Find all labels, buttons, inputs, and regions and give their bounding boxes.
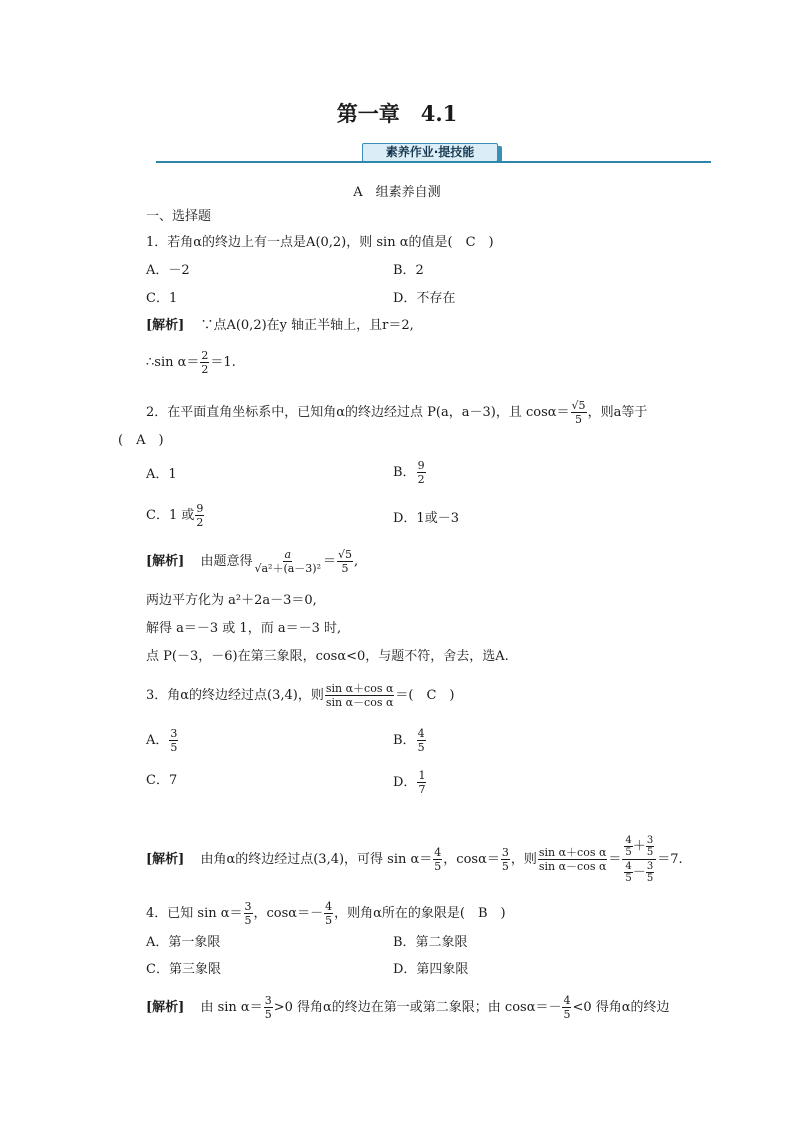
section-heading: A 组素养自测 — [353, 185, 441, 200]
q1-solution-text: ∵点A(0,2)在y 轴正半轴上，且r＝2, — [200, 318, 414, 333]
q4-option-c: C．第三象限 — [146, 962, 221, 977]
q3-option-c: C．7 — [146, 773, 178, 788]
q1-solution-line1 — [146, 317, 414, 335]
q4-option-a: A．第一象限 — [146, 935, 221, 950]
q1-option-b: B．2 — [393, 263, 424, 278]
q2-solution-line2: 两边平方化为 a²＋2a－3＝0, — [146, 593, 317, 608]
q2-solution-line3: 解得 a＝－3 或 1，而 a＝－3 时, — [146, 621, 342, 636]
q4-option-d: D．第四象限 — [393, 962, 469, 977]
q2-option-a: A．1 — [146, 467, 177, 482]
q3-compound-fraction: $\frac{4}{5}$ ＋ $\frac{3}{5}$ $\frac{4}{5}$ － $\frac{3}{5}$ — [622, 835, 656, 884]
q3-solution-fraction: $\frac{\text{sin α＋cos α}}{\text{sin α－cos α}}$ — [538, 846, 607, 873]
q4-solution: [解析] 由 sin α＝ $\frac{3}{5}$ >0 得角α的终边在第一或第二象限；由 cosα＝－ $\frac{4}{5}$ <0 得角α的终边 — [146, 994, 670, 1021]
q1-stem: 1．若角α的终边上有一点是A(0,2)，则 sin α的值是( C ) — [146, 235, 494, 250]
q1-option-c: C．1 — [146, 291, 178, 306]
q1-fraction: $\frac{2}{2}$ — [201, 349, 209, 376]
q3-option-b: B． $\frac{4}{5}$ — [393, 727, 425, 754]
q1-option-d: D．不存在 — [393, 291, 456, 306]
q2-answer: ( A ) — [118, 433, 164, 448]
q1-option-a: A．－2 — [146, 263, 190, 278]
q3-solution: [解析] 由角α的终边经过点(3,4)，可得 sin α＝ $\frac{4}{5}$ ，cosα＝ $\frac{3}{5}$ ，则 $\frac{\text{sin α＋cos α}}{\text{sin α－cos α}}$ ＝ $\frac{4}{5}$ ＋ $\frac{3}{5}$ $\frac{4}{5}$ － $\frac{3}{5}$ ＝7. — [146, 835, 683, 884]
q2-solution-line1: [解析] 由题意得 $\frac{a}{\text{√a²＋(a－3)²}}$ ＝ $\frac{√5}{5}$ , — [146, 548, 359, 575]
q3-option-a: A． $\frac{3}{5}$ — [146, 727, 178, 754]
q4-stem: 4．已知 sin α＝ $\frac{3}{5}$ ，cosα＝－ $\frac{4}{5}$ ，则角α所在的象限是( B ) — [146, 900, 506, 927]
part-heading: 一、选择题 — [146, 209, 212, 224]
q2-option-b: B． $\frac{9}{2}$ — [393, 459, 425, 486]
ribbon-label: 素养作业·提技能 — [362, 143, 498, 162]
q3-stem-fraction: $\frac{\text{sin α＋cos α}}{\text{sin α－cos α}}$ — [325, 682, 394, 709]
q2-stem: 2．在平面直角坐标系中，已知角α的终边经过点 P(a，a－3)，且 cosα＝ $\frac{√5}{5}$ ，则a等于 — [146, 399, 648, 426]
q2-option-c: C．1 或 $\frac{9}{2}$ — [146, 502, 204, 529]
q2-stem-fraction: $\frac{√5}{5}$ — [571, 399, 586, 426]
section-ribbon — [358, 142, 504, 161]
header-rule — [156, 161, 711, 163]
q1-solution-tag: [解析] — [146, 318, 185, 333]
page-title: 第一章 4.1 — [336, 101, 458, 126]
q2-solution-line4: 点 P(－3，－6)在第三象限，cosα<0，与题不符，舍去，选A. — [146, 649, 509, 664]
q2-option-d: D．1或－3 — [393, 511, 459, 526]
q4-option-b: B．第二象限 — [393, 935, 468, 950]
q1-solution-line2: ∴sin α＝ $\frac{2}{2}$ ＝1. — [146, 349, 236, 376]
q3-option-d: D． $\frac{1}{7}$ — [393, 769, 426, 796]
q2-solution-fraction: $\frac{a}{\text{√a²＋(a－3)²}}$ — [254, 548, 321, 575]
q3-stem: 3．角α的终边经过点(3,4)，则 $\frac{\text{sin α＋cos α}}{\text{sin α－cos α}}$ ＝( C ) — [146, 682, 455, 709]
